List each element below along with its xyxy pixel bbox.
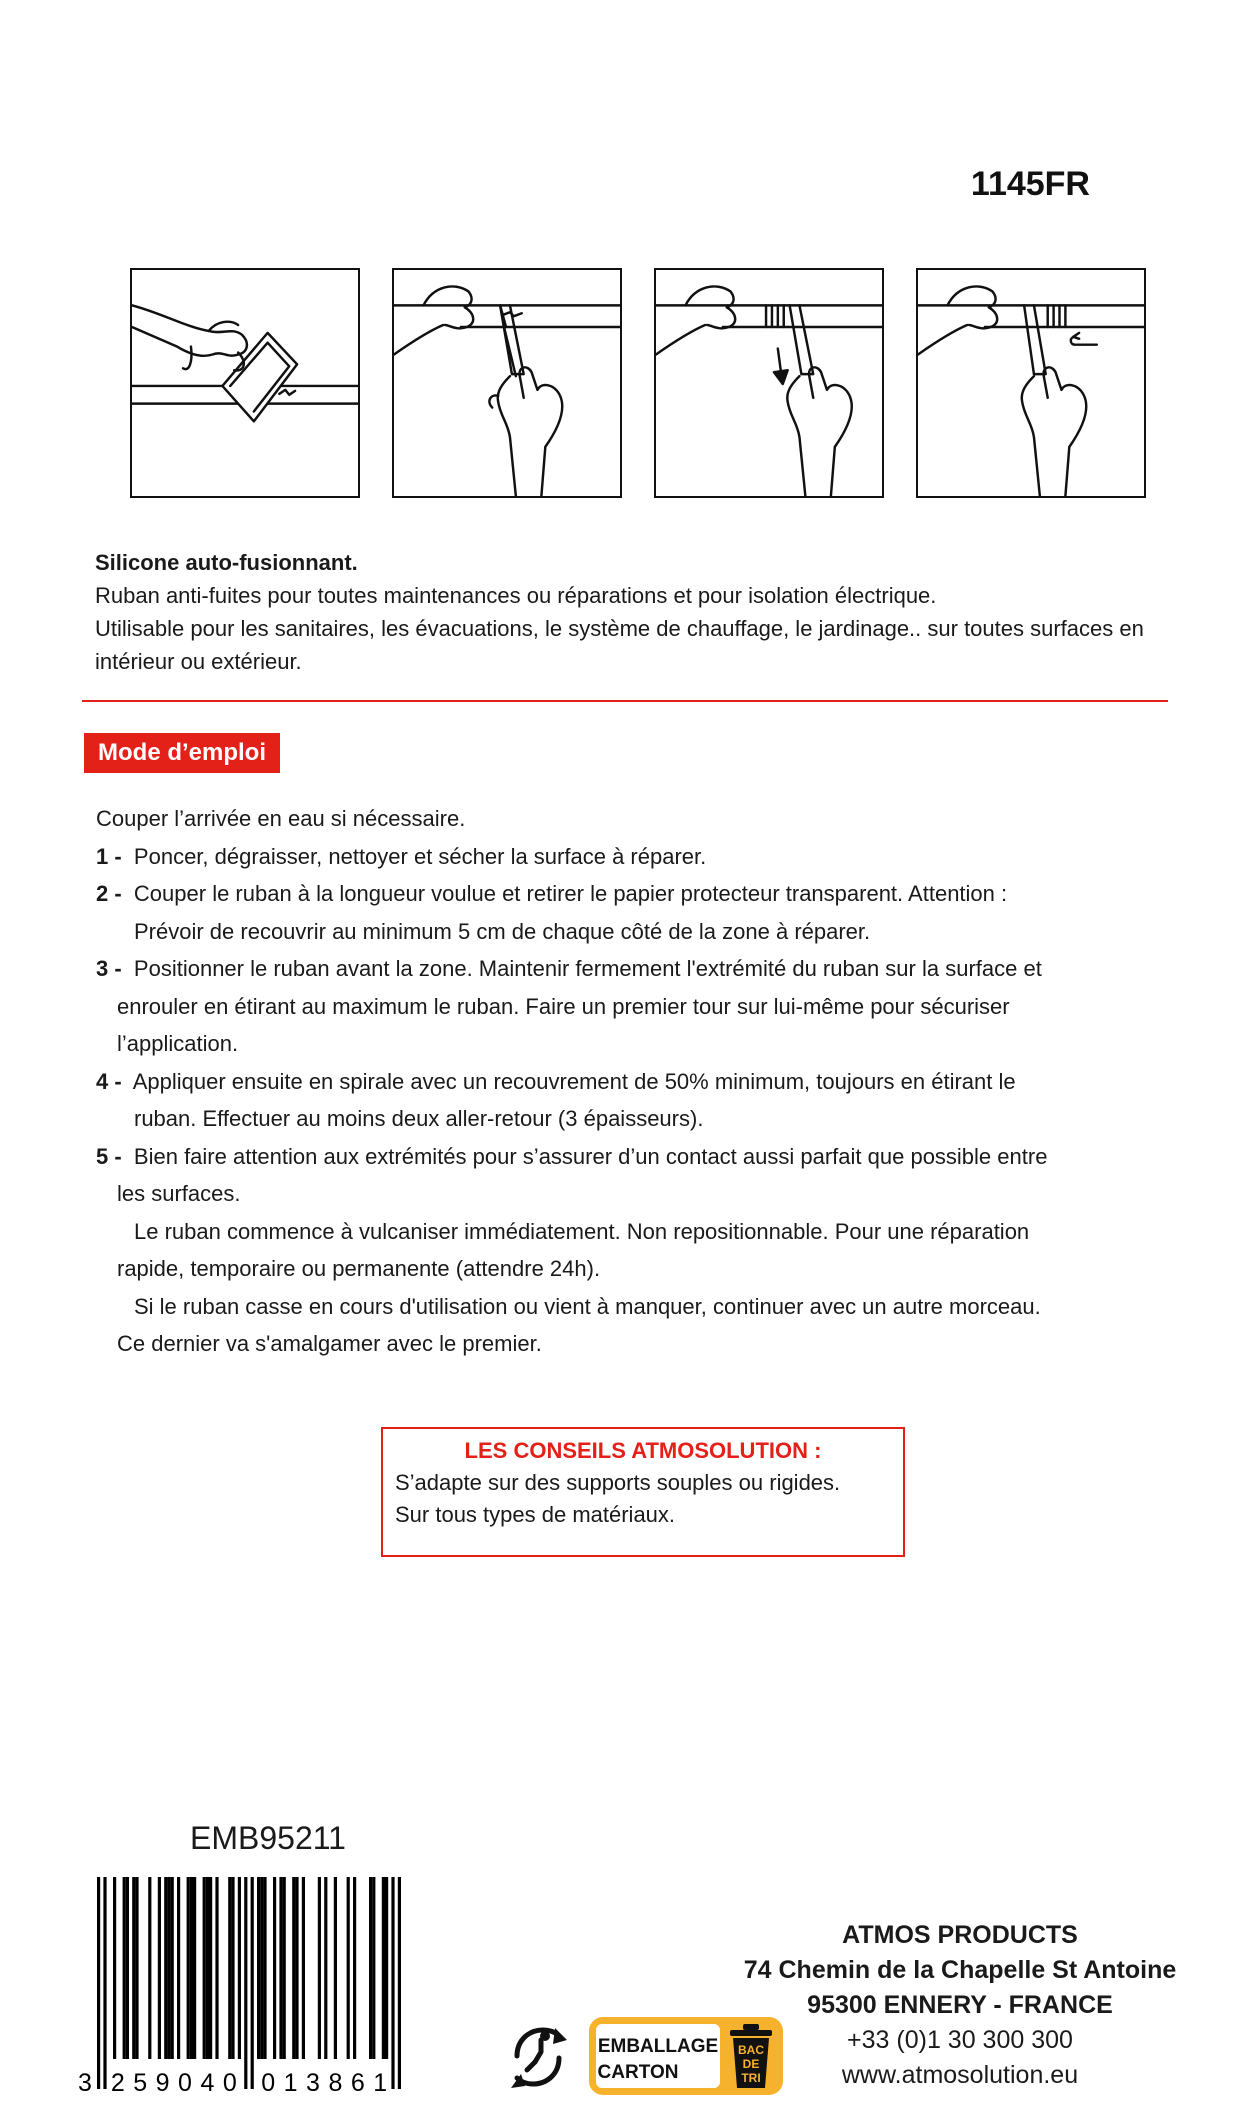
step-text: enrouler en étirant au maximum le ruban. Faire un premier tour sur lui-même pour sécuriser (117, 993, 1010, 1019)
step-number: 1 - (96, 843, 122, 869)
step-text: l’application. (117, 1031, 239, 1056)
barcode-bar (353, 1877, 356, 2059)
barcode-bar (283, 1877, 286, 2059)
barcode-digit: 2 (110, 2069, 125, 2097)
triman-recycle-icon (505, 2018, 571, 2094)
barcode-digit: 5 (133, 2069, 148, 2097)
instructions-title: Mode d’emploi (84, 733, 280, 773)
barcode-bar (228, 1877, 231, 2059)
barcode-bar (263, 1877, 266, 2059)
barcode-bar (347, 1877, 350, 2059)
note-line: Si le ruban casse en cours d'utilisation ou vient à manquer, continuer avec un autre morceau. (134, 1293, 1041, 1319)
company-website[interactable]: www.atmosolution.eu (841, 2061, 1079, 2089)
tips-box (381, 1427, 905, 1557)
barcode-bar (135, 1877, 138, 2059)
barcode-bar (171, 1877, 174, 2059)
barcode-bar (273, 1877, 276, 2059)
description-line: intérieur ou extérieur. (95, 649, 302, 674)
bin-label-3: TRI (741, 2071, 761, 2085)
bin-label-1: BAC (738, 2043, 764, 2057)
barcode-bar (292, 1877, 295, 2059)
packaging-sorting-badge (588, 2016, 784, 2096)
description-line: Ruban anti-fuites pour toutes maintenances ou réparations et pour isolation électrique. (95, 583, 937, 608)
barcode-bar (164, 1877, 167, 2059)
step-2 (96, 875, 1156, 913)
barcode-bar (244, 1877, 247, 2089)
barcode-bar (372, 1877, 375, 2059)
barcode-bar (238, 1877, 241, 2059)
step-4 (96, 1063, 1156, 1101)
step-text: Couper le ruban à la longueur voulue et retirer le papier protecteur transparent. Attention : (133, 881, 1008, 906)
barcode-bar (206, 1877, 209, 2059)
barcode-bar (302, 1877, 305, 2059)
barcode-bar (177, 1877, 180, 2059)
barcode-digit: 6 (350, 2069, 365, 2097)
barcode-bar (97, 1877, 100, 2089)
badge-label-2: CARTON (597, 2062, 679, 2083)
tips-line: S’adapte sur des supports souples ou rigides. (395, 1470, 841, 1495)
barcode-bar (158, 1877, 161, 2059)
barcode-digit: 1 (373, 2069, 388, 2097)
barcode-digit: 9 (155, 2069, 170, 2097)
step-1 (96, 838, 1156, 876)
barcode-digit: 0 (222, 2069, 237, 2097)
barcode-bar (203, 1877, 206, 2059)
step-number: 2 - (96, 881, 122, 906)
barcode-bar (167, 1877, 170, 2059)
barcode-bar (103, 1877, 106, 2089)
barcode-bar (391, 1877, 394, 2089)
badge-label-1: EMBALLAGE (597, 2036, 719, 2057)
company-name: ATMOS PRODUCTS (842, 1921, 1078, 1949)
instructions-list (96, 800, 1156, 1363)
barcode-bar (126, 1877, 129, 2059)
barcode-digit: 3 (306, 2069, 320, 2097)
barcode-bar (318, 1877, 321, 2059)
tips-title: LES CONSEILS ATMOSOLUTION : (464, 1438, 822, 1463)
barcode-bar (187, 1877, 190, 2059)
barcode-digit: 1 (283, 2069, 298, 2097)
step-text: les surfaces. (117, 1181, 241, 1206)
step-5 (96, 1138, 1156, 1176)
barcode-bar (132, 1877, 135, 2059)
illustration-step-1 (130, 268, 360, 498)
barcode-bar (385, 1877, 388, 2059)
step-text: Bien faire attention aux extrémités pour s’assurer d’un contact aussi parfait que possible entre (133, 1143, 1048, 1169)
section-divider (82, 700, 1168, 702)
barcode-bar (251, 1877, 254, 2089)
barcode-bar (324, 1877, 327, 2059)
barcode-bar (279, 1877, 282, 2059)
barcode-digit: 8 (328, 2069, 343, 2097)
barcode-digit: 0 (178, 2069, 192, 2097)
step-number: 5 - (96, 1143, 122, 1169)
note-line: Ce dernier va s'amalgamer avec le premier. (117, 1331, 542, 1356)
step-text: Appliquer ensuite en spirale avec un recouvrement de 50% minimum, toujours en étirant le (132, 1068, 1016, 1094)
company-city: 95300 ENNERY - FRANCE (807, 1991, 1113, 2019)
description-line: Utilisable pour les sanitaires, les évacuations, le système de chauffage, le jardinage.. sur toutes surfaces en (95, 616, 1144, 641)
barcode-bar (215, 1877, 218, 2059)
note-line: rapide, temporaire ou permanente (attendre 24h). (117, 1256, 601, 1281)
illustration-step-4 (916, 268, 1146, 498)
illustration-step-3 (654, 268, 884, 498)
step-number: 3 - (96, 956, 122, 981)
emb-code: EMB95211 (190, 1820, 346, 1856)
barcode-digit: 0 (261, 2069, 276, 2097)
company-phone: +33 (0)1 30 300 300 (847, 2026, 1073, 2054)
barcode (75, 1873, 450, 2098)
barcode-bar (209, 1877, 212, 2059)
barcode-bar (193, 1877, 196, 2059)
barcode-bar (382, 1877, 385, 2059)
note-line: Le ruban commence à vulcaniser immédiatement. Non repositionnable. Pour une réparation (134, 1218, 1030, 1244)
instructions-pre: Couper l’arrivée en eau si nécessaire. (96, 806, 466, 831)
barcode-bar (113, 1877, 116, 2059)
barcode-digit: 3 (78, 2069, 92, 2097)
barcode-bar (190, 1877, 193, 2059)
barcode-bar (398, 1877, 401, 2089)
barcode-bar (369, 1877, 372, 2059)
step-text: Positionner le ruban avant la zone. Maintenir fermement l'extrémité du ruban sur la surface et (133, 956, 1042, 981)
barcode-bar (334, 1877, 337, 2059)
tips-line: Sur tous types de matériaux. (395, 1502, 676, 1527)
product-reference: 1145FR (970, 165, 1090, 203)
step-text: ruban. Effectuer au moins deux aller-retour (3 épaisseurs). (134, 1106, 704, 1131)
barcode-bar (257, 1877, 260, 2059)
barcode-digit: 4 (200, 2069, 215, 2097)
description-heading: Silicone auto-fusionnant. (95, 550, 358, 575)
barcode-bar (260, 1877, 263, 2059)
step-3 (96, 950, 1156, 988)
bin-label-2: DE (742, 2057, 760, 2071)
step-text: Poncer, dégraisser, nettoyer et sécher la surface à réparer. (133, 843, 707, 869)
step-text: Prévoir de recouvrir au minimum 5 cm de chaque côté de la zone à réparer. (134, 918, 871, 944)
company-address: 74 Chemin de la Chapelle St Antoine (743, 1956, 1177, 1984)
sorting-bin-icon (730, 2024, 772, 2088)
barcode-bar (123, 1877, 126, 2059)
barcode-bar (295, 1877, 298, 2059)
barcode-bar (231, 1877, 234, 2059)
barcode-bar (148, 1877, 151, 2059)
step-number: 4 - (96, 1068, 122, 1094)
product-description (95, 546, 1205, 678)
illustration-step-2 (392, 268, 622, 498)
